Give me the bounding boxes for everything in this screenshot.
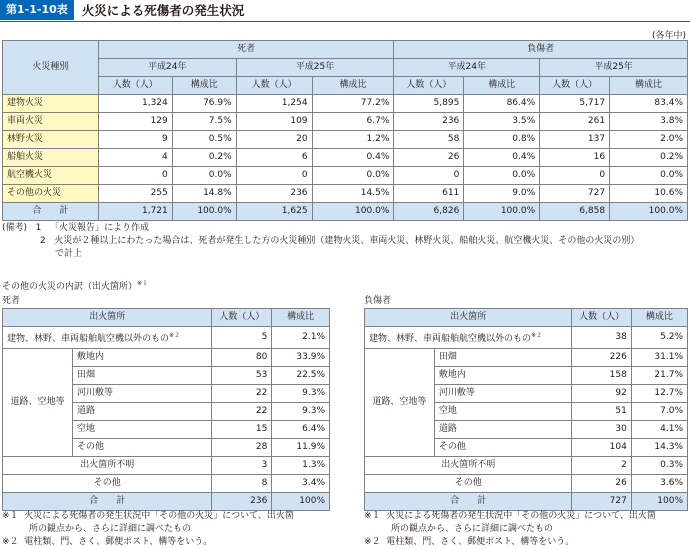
data-cell: 26 (394, 149, 464, 167)
total-cell: 6,858 (540, 203, 610, 221)
total-cell: 100.0% (172, 203, 236, 221)
data-cell: 0.4% (312, 149, 394, 167)
ratio-cell: 9.3% (272, 403, 330, 421)
data-cell: 5,895 (394, 95, 464, 113)
ratio-cell: 31.1% (631, 349, 687, 367)
total-cell: 1,721 (98, 203, 172, 221)
data-cell: 4 (98, 149, 172, 167)
road-group-label: 道路、空地等 (365, 349, 435, 457)
table-row (3, 113, 688, 131)
count-cell: 51 (572, 403, 631, 421)
total-row (3, 203, 688, 221)
data-cell: 0.0% (610, 167, 688, 185)
sub-label: その他 (72, 439, 212, 457)
footnote-1-mark: ※１ (364, 511, 381, 521)
data-cell: 236 (394, 113, 464, 131)
count-cell: 38 (572, 327, 631, 349)
ratio-cell: 100% (631, 493, 687, 511)
table-row (3, 95, 688, 113)
data-cell: 0.0% (464, 167, 540, 185)
ratio-cell: 7.0% (631, 403, 687, 421)
row-label: 建物火災 (3, 95, 99, 113)
row-label (365, 327, 572, 349)
count-cell: 5 (212, 327, 272, 349)
ratio-cell: 33.9% (272, 349, 330, 367)
sub-label: 空地 (72, 421, 212, 439)
footnotes-right (364, 510, 656, 549)
ratio-cell: 100% (272, 493, 330, 511)
row-label: 林野火災 (3, 131, 99, 149)
ratio-cell: 14.3% (631, 439, 687, 457)
col-ratio: 構成比 (464, 77, 540, 95)
sub-label: 河川敷等 (434, 385, 572, 403)
sub-label: 河川敷等 (72, 385, 212, 403)
inj-year-25: 平成25年 (540, 59, 688, 77)
ratio-cell: 22.5% (272, 367, 330, 385)
total-cell: 1,625 (236, 203, 312, 221)
footnote-1: 火災による死傷者の発生状況中「その他の火災」について、出火箇 (386, 511, 656, 521)
title-bar (0, 0, 244, 20)
note-2-cont: で計上 (55, 249, 83, 259)
table-row (3, 493, 330, 511)
footnote-1-cont: 所の観点から、さらに詳細に調べたもの (391, 524, 554, 534)
data-cell: 0.0% (312, 167, 394, 185)
count-cell: 226 (572, 349, 631, 367)
breakdown-heading-text: その他の火災の内訳（出火箇所） (2, 282, 138, 292)
col-ratio: 構成比 (272, 309, 330, 327)
ratio-cell: 12.7% (631, 385, 687, 403)
data-cell: 0.4% (464, 149, 540, 167)
count-cell: 26 (572, 475, 631, 493)
note-1: 「火災報告」により作成 (49, 223, 149, 233)
injured-breakdown-table (364, 308, 688, 511)
data-cell: 0.2% (172, 149, 236, 167)
table-row (3, 149, 688, 167)
count-cell: 2 (572, 457, 631, 475)
footnote-2: 電柱類、門、さく、郵便ポスト、構等をいう。 (386, 537, 575, 547)
count-cell: 236 (212, 493, 272, 511)
count-cell: 22 (212, 403, 272, 421)
count-cell: 28 (212, 439, 272, 457)
data-cell: 0 (540, 167, 610, 185)
table-row (3, 349, 330, 367)
table-row (3, 327, 330, 349)
footnote-2-mark: ※２ (2, 537, 19, 547)
data-cell: 109 (236, 113, 312, 131)
data-cell: 2.0% (610, 131, 688, 149)
row-label-text: 建物、林野、車両船舶航空機以外のもの (7, 334, 170, 344)
count-cell: 3 (212, 457, 272, 475)
road-group-label: 道路、空地等 (3, 349, 73, 457)
sub-label: 田畑 (434, 349, 572, 367)
data-cell: 727 (540, 185, 610, 203)
data-cell: 76.9% (172, 95, 236, 113)
ratio-cell: 5.2% (631, 327, 687, 349)
table-row (365, 349, 688, 367)
table-row (3, 131, 688, 149)
total-cell: 100.0% (312, 203, 394, 221)
ratio-cell: 9.3% (272, 385, 330, 403)
casualty-table (2, 40, 688, 221)
total-label: 合 計 (3, 493, 212, 511)
col-place: 出火箇所 (3, 309, 212, 327)
col-ratio: 構成比 (172, 77, 236, 95)
row-label: 出火箇所不明 (3, 457, 212, 475)
footnote-2: 電柱類、門、さく、郵便ポスト、構等をいう。 (24, 537, 213, 547)
data-cell: 9 (98, 131, 172, 149)
ratio-cell: 1.3% (272, 457, 330, 475)
notes-prefix: (備考) (2, 223, 28, 233)
row-label-text: 建物、林野、車両船舶航空機以外のもの (369, 334, 532, 344)
footnote-1-cont: 所の観点から、さらに詳細に調べたもの (29, 524, 192, 534)
title-divider (0, 21, 690, 22)
table-row (365, 309, 688, 327)
count-cell: 15 (212, 421, 272, 439)
dead-year-25: 平成25年 (236, 59, 394, 77)
table-number-badge: 第1-1-10表 (0, 0, 74, 20)
dead-breakdown-table (2, 308, 330, 511)
data-cell: 10.6% (610, 185, 688, 203)
table-row (3, 167, 688, 185)
data-cell: 9.0% (464, 185, 540, 203)
ratio-cell: 3.4% (272, 475, 330, 493)
note-2-num: 2 (40, 236, 46, 246)
breakdown-heading (2, 278, 148, 292)
data-cell: 1,254 (236, 95, 312, 113)
ratio-cell: 21.7% (631, 367, 687, 385)
row-label-sup: ※２ (169, 332, 181, 339)
row-label-sup: ※２ (531, 332, 543, 339)
count-cell: 8 (212, 475, 272, 493)
ratio-cell: 0.3% (631, 457, 687, 475)
data-cell: 20 (236, 131, 312, 149)
col-fire-type: 火災種別 (3, 41, 99, 95)
sub-label: 敷地内 (434, 367, 572, 385)
ratio-cell: 4.1% (631, 421, 687, 439)
table-row (365, 475, 688, 493)
sub-label: 道路 (72, 403, 212, 421)
col-count: 人数（人） (394, 77, 464, 95)
data-cell: 3.8% (610, 113, 688, 131)
total-cell: 6,826 (394, 203, 464, 221)
data-cell: 83.4% (610, 95, 688, 113)
data-cell: 255 (98, 185, 172, 203)
table-row (365, 493, 688, 511)
page-title: 火災による死傷者の発生状況 (81, 3, 245, 18)
sub-label: その他 (434, 439, 572, 457)
data-cell: 0 (394, 167, 464, 185)
table-row (3, 185, 688, 203)
count-cell: 104 (572, 439, 631, 457)
row-label: 航空機火災 (3, 167, 99, 185)
data-cell: 6 (236, 149, 312, 167)
col-count: 人数（人） (572, 309, 631, 327)
breakdown-heading-sup: ※１ (137, 280, 149, 287)
data-cell: 0.2% (610, 149, 688, 167)
dead-year-24: 平成24年 (98, 59, 236, 77)
col-ratio: 構成比 (631, 309, 687, 327)
data-cell: 58 (394, 131, 464, 149)
note-2: 火災が２種以上にわたった場合は、死者が発生した方の火災種別（建物火災、車両火災、林野火災、船舶火災、航空機火災、その他の火災の別） (54, 236, 640, 246)
sub-label: 敷地内 (72, 349, 212, 367)
col-count: 人数（人） (236, 77, 312, 95)
table-row (365, 327, 688, 349)
row-label: 船舶火災 (3, 149, 99, 167)
group-injured: 負傷者 (394, 41, 688, 59)
inj-year-24: 平成24年 (394, 59, 540, 77)
total-cell: 100.0% (464, 203, 540, 221)
row-label: その他の火災 (3, 185, 99, 203)
table-row (3, 309, 330, 327)
data-cell: 3.5% (464, 113, 540, 131)
footnote-2-mark: ※２ (364, 537, 381, 547)
col-count: 人数（人） (540, 77, 610, 95)
data-cell: 1,324 (98, 95, 172, 113)
row-label: その他 (3, 475, 212, 493)
sub-label: 田畑 (72, 367, 212, 385)
row-label (3, 327, 212, 349)
footnote-1-mark: ※１ (2, 511, 19, 521)
data-cell: 14.8% (172, 185, 236, 203)
data-cell: 5,717 (540, 95, 610, 113)
data-cell: 16 (540, 149, 610, 167)
row-label: 出火箇所不明 (365, 457, 572, 475)
ratio-cell: 11.9% (272, 439, 330, 457)
col-ratio: 構成比 (312, 77, 394, 95)
total-cell: 100.0% (610, 203, 688, 221)
count-cell: 727 (572, 493, 631, 511)
injured-label: 負傷者 (364, 296, 392, 306)
count-cell: 22 (212, 385, 272, 403)
data-cell: 236 (236, 185, 312, 203)
data-cell: 6.7% (312, 113, 394, 131)
note-1-num: 1 (35, 223, 42, 233)
table-row (3, 457, 330, 475)
table-row (365, 457, 688, 475)
unit-label: (各年中) (651, 31, 686, 41)
sub-label: 空地 (434, 403, 572, 421)
data-cell: 137 (540, 131, 610, 149)
data-cell: 77.2% (312, 95, 394, 113)
footnotes-left (2, 510, 294, 549)
ratio-cell: 3.6% (631, 475, 687, 493)
dead-label: 死者 (2, 296, 21, 306)
col-ratio: 構成比 (610, 77, 688, 95)
row-label: 車両火災 (3, 113, 99, 131)
count-cell: 80 (212, 349, 272, 367)
group-dead: 死者 (98, 41, 394, 59)
data-cell: 1.2% (312, 131, 394, 149)
data-cell: 261 (540, 113, 610, 131)
data-cell: 0 (98, 167, 172, 185)
count-cell: 53 (212, 367, 272, 385)
col-count: 人数（人） (98, 77, 172, 95)
count-cell: 30 (572, 421, 631, 439)
col-count: 人数（人） (212, 309, 272, 327)
count-cell: 158 (572, 367, 631, 385)
data-cell: 14.5% (312, 185, 394, 203)
data-cell: 0.5% (172, 131, 236, 149)
total-label: 合 計 (365, 493, 572, 511)
notes (2, 222, 639, 261)
ratio-cell: 6.4% (272, 421, 330, 439)
total-label: 合 計 (3, 203, 99, 221)
data-cell: 0.0% (172, 167, 236, 185)
row-label: その他 (365, 475, 572, 493)
data-cell: 129 (98, 113, 172, 131)
count-cell: 92 (572, 385, 631, 403)
data-cell: 86.4% (464, 95, 540, 113)
data-cell: 0 (236, 167, 312, 185)
data-cell: 611 (394, 185, 464, 203)
sub-label: 道路 (434, 421, 572, 439)
footnote-1: 火災による死傷者の発生状況中「その他の火災」について、出火箇 (24, 511, 294, 521)
ratio-cell: 2.1% (272, 327, 330, 349)
table-row (3, 475, 330, 493)
data-cell: 7.5% (172, 113, 236, 131)
data-cell: 0.8% (464, 131, 540, 149)
col-place: 出火箇所 (365, 309, 572, 327)
